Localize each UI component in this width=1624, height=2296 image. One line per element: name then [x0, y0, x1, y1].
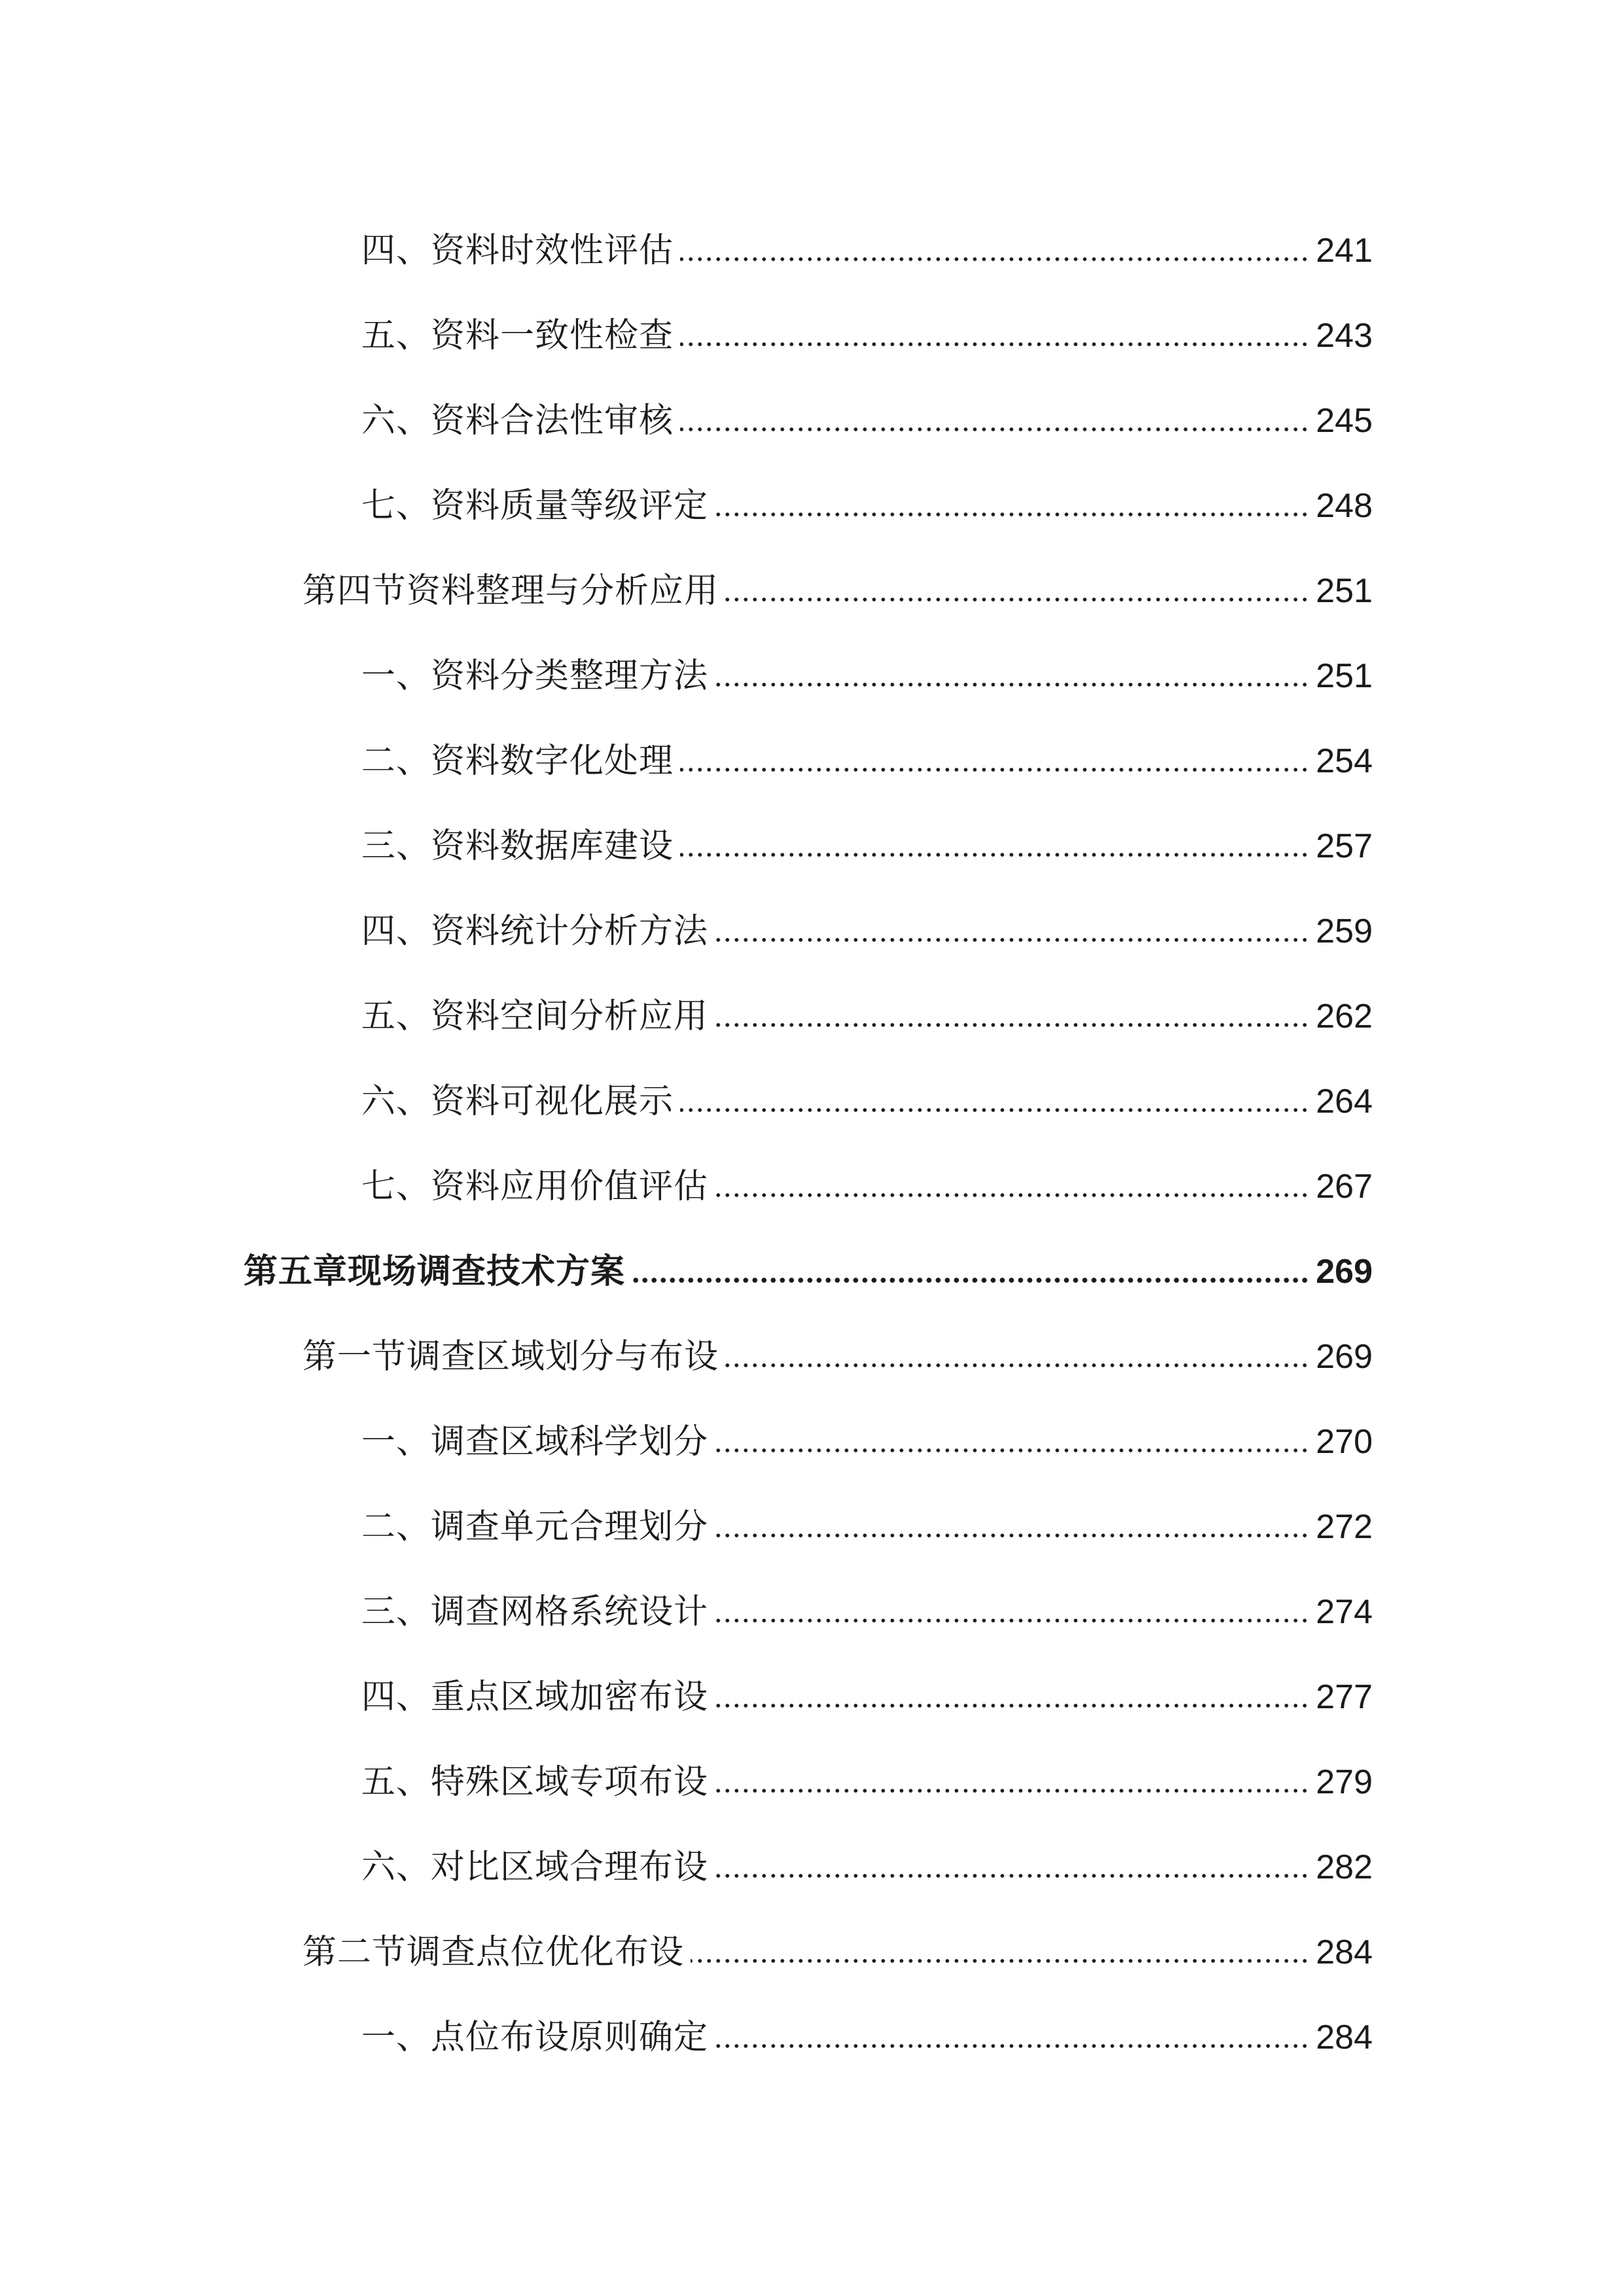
dot-leader [715, 1617, 1309, 1624]
toc-entry[interactable] [0, 1655, 1624, 1740]
dot-leader [680, 255, 1309, 263]
toc-entry-page: 262 [1316, 997, 1373, 1035]
toc-entry-title: 四、重点区域加密布设 [361, 1677, 709, 1717]
toc-entry-page: 274 [1316, 1593, 1373, 1631]
toc-entry-page: 277 [1316, 1678, 1373, 1716]
toc-entry[interactable] [0, 634, 1624, 719]
dot-leader [715, 1191, 1309, 1199]
dot-leader [715, 1872, 1309, 1880]
toc-entry-title: 二、资料数字化处理 [361, 742, 674, 781]
toc-chapter-entry[interactable] [0, 1229, 1624, 1314]
toc-entry-page: 243 [1316, 317, 1373, 355]
toc-entry-title: 六、资料合法性审核 [361, 401, 674, 440]
toc-entry-title: 六、对比区域合理布设 [361, 1848, 709, 1887]
toc-entry[interactable] [0, 1995, 1624, 2080]
dot-leader [715, 1021, 1309, 1029]
toc-entry[interactable] [0, 1740, 1624, 1825]
dot-leader [715, 1702, 1309, 1710]
toc-entry[interactable] [0, 293, 1624, 378]
toc-entry-title: 四、资料统计分析方法 [361, 912, 709, 951]
dot-leader [715, 2042, 1309, 2050]
toc-entry-title: 第一节调查区域划分与布设 [302, 1337, 719, 1376]
toc-entry-title: 一、点位布设原则确定 [361, 2018, 709, 2057]
dot-leader [725, 1361, 1309, 1369]
toc-entry-page: 267 [1316, 1168, 1373, 1206]
toc-entry[interactable] [0, 463, 1624, 548]
toc-entry[interactable] [0, 974, 1624, 1059]
dot-leader [725, 596, 1309, 603]
toc-entry-page: 269 [1316, 1338, 1373, 1376]
toc-entry[interactable] [0, 1399, 1624, 1484]
dot-leader [680, 851, 1309, 859]
toc-entry[interactable] [0, 1059, 1624, 1144]
toc-entry-page: 264 [1316, 1083, 1373, 1121]
toc-entry[interactable] [0, 378, 1624, 463]
dot-leader [632, 1276, 1309, 1284]
toc-entry-page: 282 [1316, 1848, 1373, 1886]
toc-entry-page: 284 [1316, 2018, 1373, 2056]
toc-entry-page: 241 [1316, 232, 1373, 270]
toc-entry-title: 三、调查网格系统设计 [361, 1592, 709, 1632]
toc-entry-page: 259 [1316, 912, 1373, 950]
toc-entry-title: 三、资料数据库建设 [361, 827, 674, 866]
dot-leader [715, 1787, 1309, 1795]
toc-entry-title: 四、资料时效性评估 [361, 231, 674, 270]
toc-entry-title: 六、资料可视化展示 [361, 1082, 674, 1121]
toc-section-entry[interactable] [0, 548, 1624, 634]
toc-entry-title: 七、资料质量等级评定 [361, 486, 709, 526]
toc-entry[interactable] [0, 1570, 1624, 1655]
dot-leader [680, 1106, 1309, 1114]
toc-entry-title: 第二节调查点位优化布设 [302, 1933, 685, 1972]
toc-entry-page: 269 [1316, 1253, 1373, 1291]
toc-entry-page: 272 [1316, 1508, 1373, 1546]
toc-section-entry[interactable] [0, 1314, 1624, 1399]
dot-leader [680, 425, 1309, 433]
toc-entry-page: 251 [1316, 572, 1373, 610]
toc-entry-title: 五、资料一致性检查 [361, 316, 674, 355]
dot-leader [715, 1446, 1309, 1454]
toc-entry-title: 第四节资料整理与分析应用 [302, 571, 719, 611]
dot-leader [691, 1957, 1309, 1965]
toc-entry-title: 五、资料空间分析应用 [361, 997, 709, 1036]
toc-entry-page: 279 [1316, 1763, 1373, 1801]
toc-entry[interactable] [0, 208, 1624, 293]
toc-entry[interactable] [0, 1825, 1624, 1910]
toc-entry-title: 第五章现场调查技术方案 [244, 1252, 626, 1291]
toc-entry[interactable] [0, 1484, 1624, 1570]
dot-leader [715, 1532, 1309, 1539]
toc-entry-page: 257 [1316, 827, 1373, 865]
toc-section-entry[interactable] [0, 1910, 1624, 1995]
toc-entry[interactable] [0, 719, 1624, 804]
toc-entry-page: 251 [1316, 657, 1373, 695]
dot-leader [715, 936, 1309, 944]
dot-leader [715, 511, 1309, 518]
toc-entry-title: 二、调查单元合理划分 [361, 1507, 709, 1547]
toc-entry[interactable] [0, 889, 1624, 974]
toc-entry[interactable] [0, 804, 1624, 889]
table-of-contents [0, 208, 1624, 2080]
toc-entry-title: 七、资料应用价值评估 [361, 1167, 709, 1206]
toc-entry-page: 270 [1316, 1423, 1373, 1461]
dot-leader [715, 681, 1309, 689]
dot-leader [680, 340, 1309, 348]
toc-entry-page: 248 [1316, 487, 1373, 525]
toc-entry-page: 245 [1316, 402, 1373, 440]
toc-entry-title: 五、特殊区域专项布设 [361, 1763, 709, 1802]
toc-entry-title: 一、资料分类整理方法 [361, 656, 709, 696]
toc-entry[interactable] [0, 1144, 1624, 1229]
toc-entry-page: 284 [1316, 1933, 1373, 1971]
toc-entry-page: 254 [1316, 742, 1373, 780]
dot-leader [680, 766, 1309, 774]
toc-entry-title: 一、调查区域科学划分 [361, 1422, 709, 1462]
